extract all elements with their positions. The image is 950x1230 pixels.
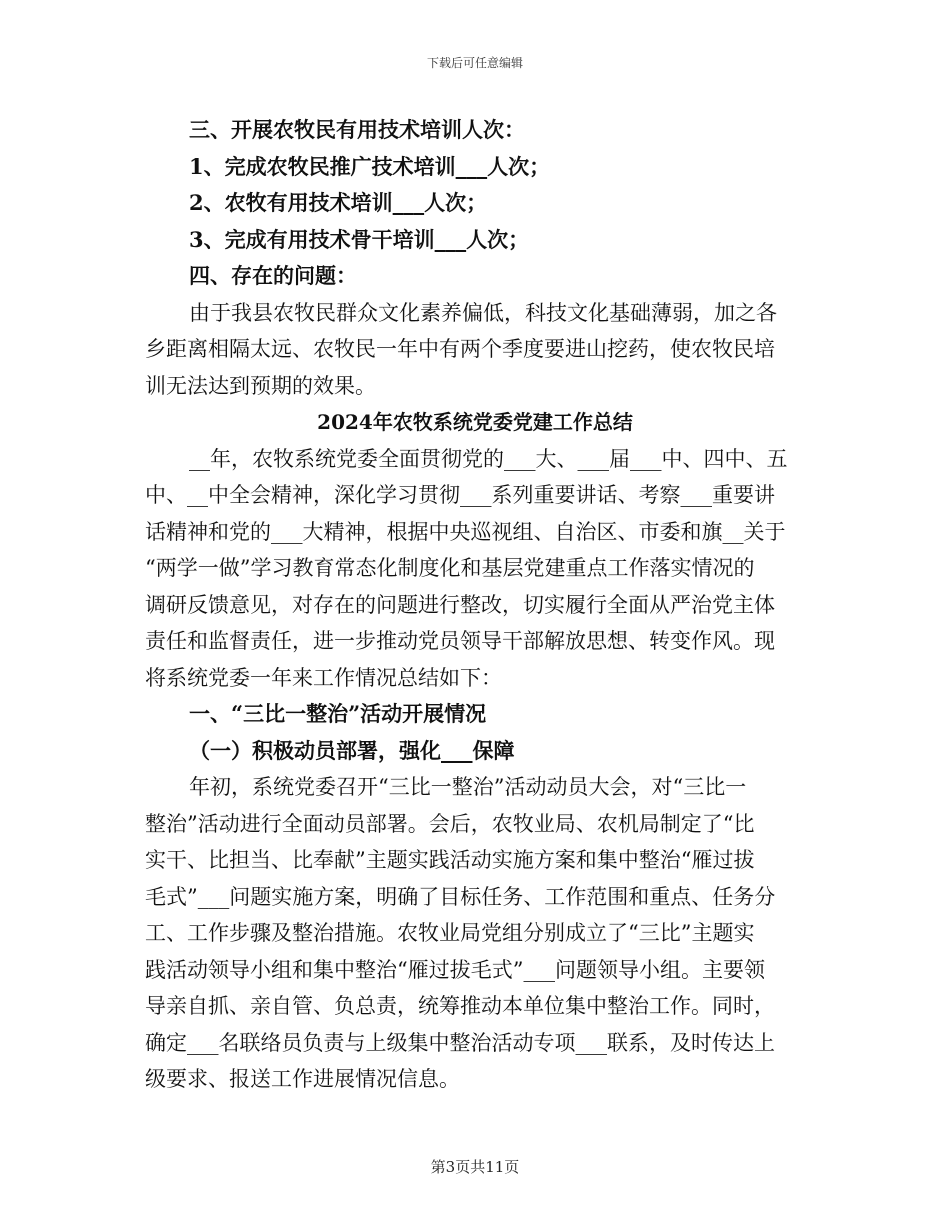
subsection-heading: （一）积极动员部署，强化___保障 bbox=[189, 737, 515, 763]
paragraph-line: 责任和监督责任，进一步推动党员领导干部解放思想、转变作风。现 bbox=[145, 629, 775, 653]
list-item: 3、完成有用技术骨干培训___人次； bbox=[189, 226, 530, 252]
paragraph-line: 实干、比担当、比奉献”主题实践活动实施方案和集中整治“雁过拔 bbox=[145, 848, 755, 872]
document-body bbox=[145, 112, 805, 1098]
paragraph-line: 确定___名联络员负责与上级集中整治活动专项___联系，及时传达上 bbox=[145, 1030, 775, 1055]
paragraph-line: 级要求、报送工作进展情况信息。 bbox=[145, 1067, 460, 1091]
section-heading: 一、“三比一整治”活动开展情况 bbox=[189, 701, 487, 726]
paragraph-line: 乡距离相隔太远、农牧民一年中有两个季度要进山挖药，使农牧民培 bbox=[145, 337, 775, 361]
section-three-heading: 三、开展农牧民有用技术培训人次： bbox=[189, 117, 525, 142]
list-item: 1、完成农牧民推广技术培训___人次； bbox=[189, 153, 551, 179]
paragraph-line: “两学一做”学习教育常态化制度化和基层党建重点工作落实情况的 bbox=[145, 556, 755, 580]
paragraph-line: 话精神和党的___大精神，根据中央巡视组、自治区、市委和旗__关于 bbox=[145, 519, 786, 544]
paragraph-line: 将系统党委一年来工作情况总结如下： bbox=[145, 665, 502, 690]
list-item: 2、农牧有用技术培训___人次； bbox=[189, 190, 488, 215]
page-number: 第3页共11页 bbox=[430, 1158, 520, 1176]
section-four-heading: 四、存在的问题： bbox=[189, 263, 357, 288]
paragraph-line: 由于我县农牧民群众文化素养偏低，科技文化基础薄弱，加之各 bbox=[189, 300, 777, 325]
paragraph-line: 践活动领导小组和集中整治“雁过拔毛式”___问题领导小组。主要领 bbox=[145, 957, 765, 982]
paragraph-line: 调研反馈意见，对存在的问题进行整改，切实履行全面从严治党主体 bbox=[145, 592, 775, 617]
paragraph-line: 毛式”___问题实施方案，明确了目标任务、工作范围和重点、任务分 bbox=[145, 884, 776, 909]
article-title: 2024年农牧系统党委党建工作总结 bbox=[317, 410, 633, 434]
paragraph-line: 整治”活动进行全面动员部署。会后，农牧业局、农机局制定了“比 bbox=[145, 811, 755, 836]
page-header: 下载后可任意编辑 bbox=[426, 56, 523, 70]
paragraph-line: 导亲自抓、亲自管、负总责，统筹推动本单位集中整治工作。同时， bbox=[145, 994, 775, 1018]
paragraph-line: 中、__中全会精神，深化学习贯彻___系列重要讲话、考察___重要讲 bbox=[145, 483, 775, 507]
paragraph-line: 年初，系统党委召开“三比一整治”活动动员大会，对“三比一 bbox=[189, 775, 747, 799]
paragraph-line: 工、工作步骤及整治措施。农牧业局党组分别成立了“三比”主题实 bbox=[145, 921, 755, 945]
paragraph-line: 训无法达到预期的效果。 bbox=[145, 373, 376, 398]
paragraph-line: __年，农牧系统党委全面贯彻党的___大、___届___中、四中、五 bbox=[189, 446, 788, 471]
